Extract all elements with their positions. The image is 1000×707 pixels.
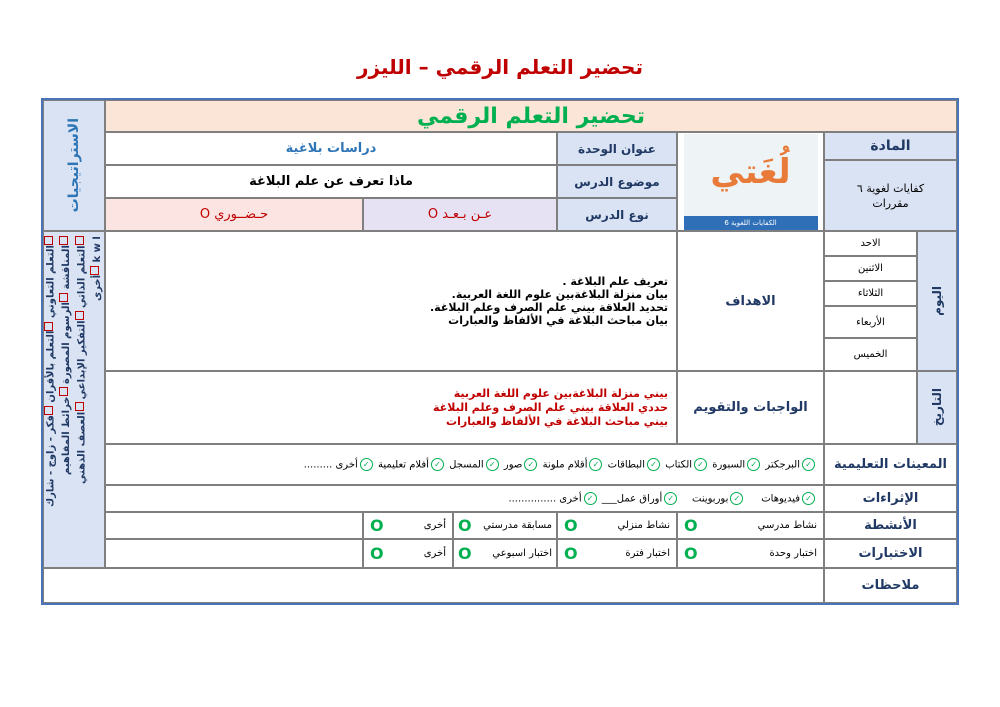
date-label: التاريخ — [917, 371, 957, 444]
lesson-type-present[interactable]: حـضــوري O — [105, 198, 363, 231]
subject-label: المادة — [824, 132, 957, 160]
strategies-row-2: المناقشة الرسوم المصورة خرائط المفاهيم — [59, 236, 75, 556]
check-icon[interactable]: ✓ — [524, 458, 537, 471]
objectives-label: الاهداف — [677, 231, 824, 371]
notes-label: ملاحظات — [824, 568, 957, 603]
subject-logo-cell — [677, 132, 824, 231]
objectives-content — [105, 231, 677, 371]
objective-line: تحديد العلاقة بيني علم الصرف وعلم البلاغة. — [429, 301, 668, 314]
check-icon[interactable]: ✓ — [431, 458, 444, 471]
strategies-label: الاستراتيجيات — [43, 100, 105, 231]
strategies-row-4: k w l أخرى — [92, 236, 103, 301]
day-thursday: الخميس — [824, 338, 917, 371]
enrichment-content: ✓فيديوهات ✓بوربوينت ✓أوراق عمل___ ✓أخرى ............... — [105, 485, 824, 512]
homework-content — [105, 371, 677, 444]
activities-label: الأنشطة — [824, 512, 957, 539]
strategies-row-3: التعلم الذاتي التفكير الإبداعي العصف الذهني — [74, 236, 90, 556]
check-icon[interactable]: ✓ — [802, 492, 815, 505]
aids-content: ✓البرجكتر ✓السبورة ✓الكتاب ✓البطاقات ✓أقلام ملونة ✓صور ✓المسجل ✓أفلام تعليمية ✓أخرى ......... — [105, 444, 824, 485]
activity-other[interactable]: أخرى O — [363, 512, 453, 539]
date-value — [824, 371, 917, 444]
logo-text: لُغَتي — [710, 151, 791, 192]
test-term[interactable]: اختبار فترة O — [557, 539, 677, 568]
notes-content[interactable] — [43, 568, 824, 603]
check-icon[interactable]: ✓ — [694, 458, 707, 471]
homework-line: حددي العلاقة بيني علم الصرف وعلم البلاغة — [433, 400, 668, 414]
activity-school[interactable]: نشاط مدرسي O — [677, 512, 824, 539]
check-icon[interactable]: ✓ — [589, 458, 602, 471]
day-wednesday: الأربعاء — [824, 306, 917, 338]
homework-line: بيني مباحث البلاغة في الألفاظ والعبارات — [446, 414, 668, 428]
enrichment-label: الإثراءات — [824, 485, 957, 512]
check-icon[interactable]: ✓ — [360, 458, 373, 471]
header-title: تحضير التعلم الرقمي — [105, 100, 957, 132]
homework-line: بيني منزلة البلاغةبين علوم اللغة العربية — [453, 386, 668, 400]
topic-label: موضوع الدرس — [557, 165, 677, 198]
day-monday: الاثنين — [824, 256, 917, 281]
activity-empty — [105, 512, 363, 539]
check-icon[interactable]: ✓ — [730, 492, 743, 505]
tests-label: الاختبارات — [824, 539, 957, 568]
unit-label: عنوان الوحدة — [557, 132, 677, 165]
objective-line: تعريف علم البلاغة . — [562, 275, 668, 288]
aids-label: المعينات التعليمية — [824, 444, 957, 485]
day-label: اليوم — [917, 231, 957, 371]
test-empty — [105, 539, 363, 568]
activity-home[interactable]: نشاط منزلي O — [557, 512, 677, 539]
topic-value: ماذا تعرف عن علم البلاغة — [105, 165, 557, 198]
strategies-list — [43, 231, 105, 568]
check-icon[interactable]: ✓ — [664, 492, 677, 505]
strategies-row-1: التعلم التعاوني التعلم بالأقران فكر - زاوج - شارك — [43, 236, 59, 556]
objective-line: بيان مباحث البلاغة في الألفاظ والعبارات — [448, 314, 668, 327]
page-title: تحضير التعلم الرقمي – الليزر — [357, 55, 643, 79]
day-tuesday: الثلاثاء — [824, 281, 917, 306]
check-icon[interactable]: ✓ — [486, 458, 499, 471]
test-weekly[interactable]: اختبار اسبوعي O — [453, 539, 557, 568]
check-icon[interactable]: ✓ — [584, 492, 597, 505]
test-other[interactable]: أخرى O — [363, 539, 453, 568]
test-unit[interactable]: اختبار وحدة O — [677, 539, 824, 568]
subject-logo — [684, 134, 818, 230]
homework-label: الواجبات والتقويم — [677, 371, 824, 444]
check-icon[interactable]: ✓ — [747, 458, 760, 471]
check-icon[interactable]: ✓ — [647, 458, 660, 471]
check-icon[interactable]: ✓ — [802, 458, 815, 471]
lesson-type-remote[interactable]: عـن بـعـد O — [363, 198, 557, 231]
subject-value: كفايات لغوية ٦ مقررات — [824, 160, 957, 231]
logo-caption: الكفايات اللغوية 6 — [684, 216, 818, 230]
objective-line: بيان منزلة البلاغةبين علوم اللغة العربية. — [451, 288, 668, 301]
lesson-type-label: نوع الدرس — [557, 198, 677, 231]
activity-contest[interactable]: مسابقة مدرستي O — [453, 512, 557, 539]
unit-value: دراسات بلاغية — [105, 132, 557, 165]
day-sunday: الاحد — [824, 231, 917, 256]
